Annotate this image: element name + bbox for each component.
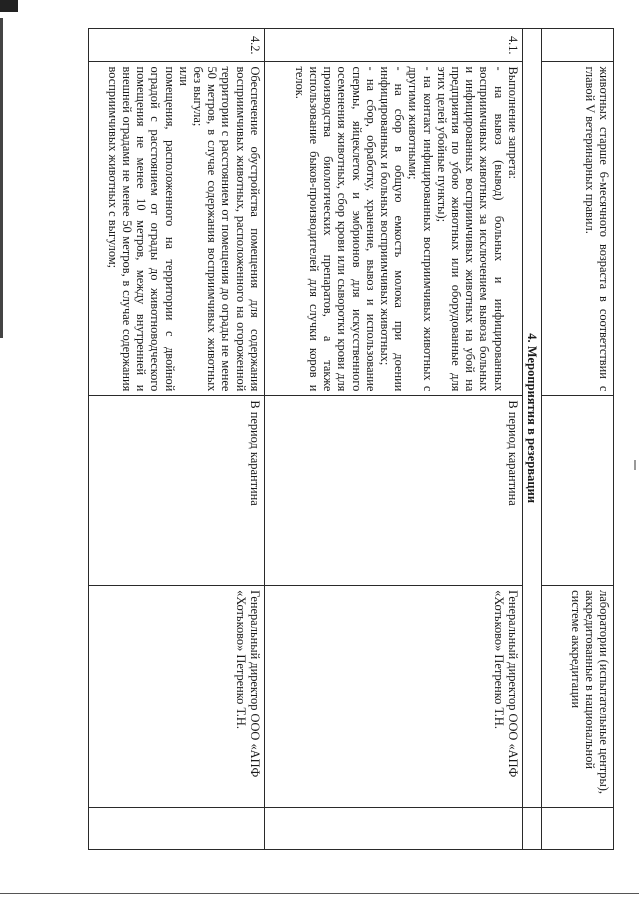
row-number-cell: [542, 29, 614, 62]
description-cell: [88, 62, 264, 396]
row-number: 4.2.: [88, 29, 264, 62]
responsible-cell: Генеральный директор ООО «АПФ «Хотьково» Петренко Т.Н.: [264, 586, 522, 808]
description-line: - на вывоз (вывод) больных и инфицированных восприимчивых животных за исключением вывоза больных и инфицированных восприимчивых животных на убой на предприятия по убою животных или оборудованные для этих целей убойные пункты);: [434, 66, 506, 392]
description-cell: животных старше 6-месячного возраста в соответствии с главой V ветеринарных правил.: [542, 62, 614, 396]
rotated-document-page: [82, 28, 614, 850]
scan-edge: [0, 18, 3, 338]
responsible-cell: [542, 586, 614, 808]
section-header-row: [522, 29, 541, 850]
responsible-cell: Генеральный директор ООО «АПФ «Хотьково» Петренко Т.Н.: [88, 586, 264, 808]
description-line: - на сбор в общую емкость молока при доении инфицированных и больных восприимчивых животных;: [377, 66, 407, 392]
extra-cell: [522, 808, 541, 850]
extra-cell: [264, 808, 522, 850]
responsible-text: лаборатории (испытательные центры), аккредитованные в национальной системе аккредитации: [568, 590, 611, 795]
scan-speck: [634, 460, 636, 470]
description-line: - на сбор, обработку, хранение, вывоз и использование спермы, яйцеклеток и эмбрионов для искусственного осеменения животных, сбор крови или сыворотки крови для производства биологических препаратов, а также использование быков-производителей для случки коров и телок.: [292, 66, 378, 392]
scan-mark: [0, 0, 18, 12]
period-cell: В период карантина: [88, 396, 264, 586]
description-line: Обеспечение обустройства помещения для содержания восприимчивых животных, расположенного на огороженной территории с расстоянием от помещения до ограды не менее 50 метров, в случае содержания восприимчивых животных без выгула;: [190, 66, 262, 392]
extra-cell: [88, 808, 264, 850]
row-number: 4.1.: [264, 29, 522, 62]
period-cell: В период карантина: [264, 396, 522, 586]
period-cell: [542, 396, 614, 586]
description-line: помещения, расположенного на территории с двойной оградой с расстоянием от ограды до животноводческого помещения не менее 10 метров, между внутренней и внешней оградами не менее 50 метров, в случае содержания восприимчивых животных с выгулом;: [105, 66, 177, 392]
description-cell: [264, 62, 522, 396]
table-row: [88, 29, 264, 850]
measures-table: [88, 28, 614, 850]
scan-bottom-edge: [0, 893, 639, 894]
table-row: [542, 29, 614, 850]
description-line: Выполнение запрета:: [505, 66, 520, 179]
description-line: или: [176, 66, 191, 86]
extra-cell: [542, 808, 614, 850]
description-line: - на контакт инфицированных восприимчивых животных с другими животными;: [406, 66, 435, 392]
section-title: 4. Мероприятия в резервации: [522, 29, 541, 808]
table-row: [264, 29, 522, 850]
